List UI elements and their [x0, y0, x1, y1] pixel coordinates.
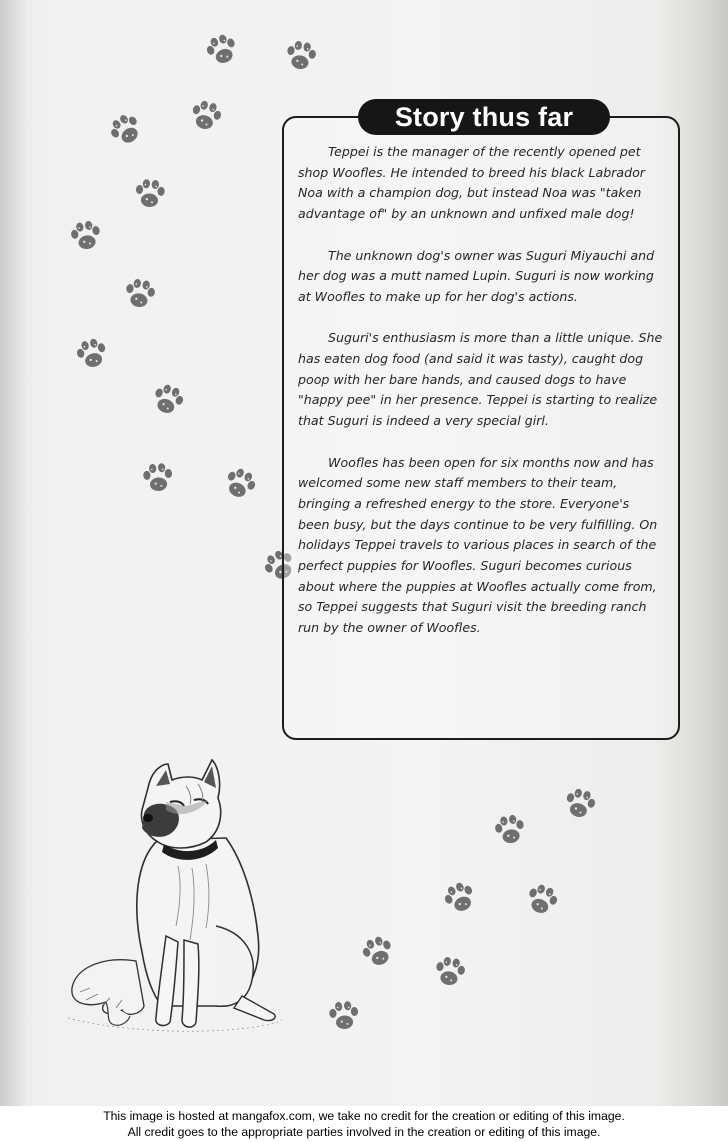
footer-line: This image is hosted at mangafox.com, we take no credit for the creation or editing of this image. [103, 1109, 625, 1123]
paw-print-icon [199, 27, 245, 73]
paw-print-icon [489, 809, 531, 851]
sitting-dog-illustration [66, 756, 284, 1038]
paw-print-icon [324, 996, 363, 1035]
paw-print-icon [429, 951, 471, 993]
paw-print-icon [184, 94, 228, 138]
paw-print-icon [70, 332, 114, 376]
footer-line: All credit goes to the appropriate parties involved in the creation or editing of this image. [127, 1124, 601, 1139]
paw-print-icon [101, 105, 151, 155]
story-text [298, 142, 664, 639]
paw-print-icon [130, 174, 169, 213]
story-paragraph: Suguri's enthusiasm is more than a little unique. She has eaten dog food (and said it was tasty), caught dog poop with her bare hands, and caused dogs to have "happy pee" in her presence. Teppei is starting to realize that Suguri is indeed a very special girl. [298, 330, 663, 429]
paw-print-icon [519, 877, 565, 923]
paw-print-icon [558, 782, 602, 826]
paw-print-icon [216, 460, 264, 508]
paw-print-icon [138, 458, 177, 497]
footer-credit [0, 1106, 728, 1142]
paw-print-icon [145, 377, 191, 423]
paw-print-icon [280, 35, 322, 77]
story-paragraph: The unknown dog's owner was Suguri Miyauchi and her dog was a mutt named Lupin. Suguri is now working at Woofles to make up for her dog's actions. [298, 247, 655, 304]
paw-print-icon [119, 273, 161, 315]
story-paragraph: Woofles has been open for six months now and has welcomed some new staff members to their team, bringing a refreshed energy to the store. Everyone's been busy, but the days continue to be very fulfilling. On holidays Teppei travels to various places in search of the perfect puppies for Woofles. Suguri becomes curious about where the puppies at Woofles actually come from, so Teppei suggests that Suguri visit the breeding ranch run by the owner of Woofles. [298, 454, 658, 636]
paw-print-icon [355, 929, 401, 975]
story-title: Story thus far [358, 99, 610, 135]
paw-print-icon [65, 215, 107, 257]
story-paragraph: Teppei is the manager of the recently opened pet shop Woofles. He intended to breed his black Labrador Noa with a champion dog, but instead Noa was "taken advantage of" by an unknown and unfixed male dog! [298, 144, 645, 222]
paw-print-icon [436, 874, 484, 922]
